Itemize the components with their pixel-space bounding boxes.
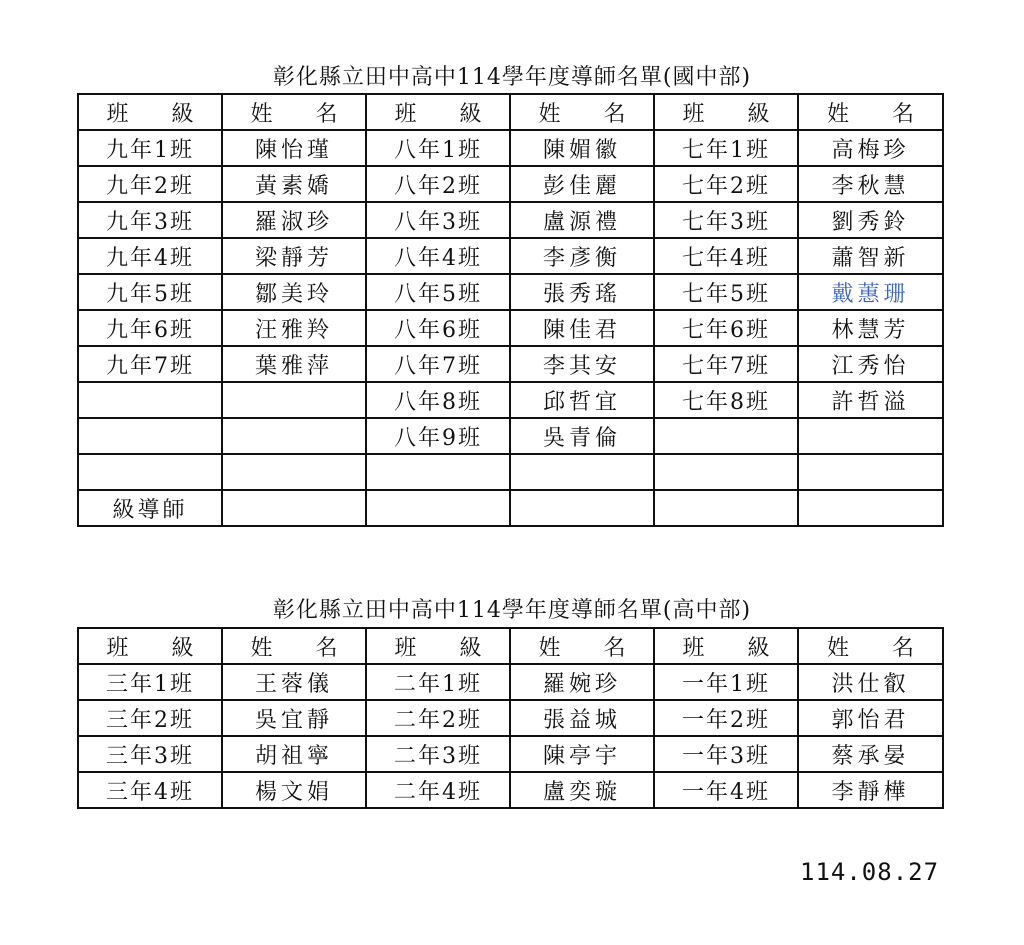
class-cell: 九年3班	[78, 202, 222, 238]
class-cell	[366, 454, 510, 490]
class-cell: 九年1班	[78, 130, 222, 166]
teacher-name-cell: 楊文娟	[222, 772, 366, 808]
class-cell: 九年5班	[78, 274, 222, 310]
class-cell: 七年7班	[654, 346, 798, 382]
class-cell: 一年3班	[654, 736, 798, 772]
table-row	[78, 700, 943, 736]
name-column-header: 姓 名	[222, 94, 366, 130]
table-row	[78, 310, 943, 346]
teacher-name-cell: 黃素嬌	[222, 166, 366, 202]
class-cell	[366, 490, 510, 526]
teacher-name-cell: 高梅珍	[798, 130, 943, 166]
teacher-name-cell	[222, 418, 366, 454]
teacher-name-cell: 葉雅萍	[222, 346, 366, 382]
teacher-name-cell	[510, 490, 654, 526]
teacher-name-cell: 汪雅羚	[222, 310, 366, 346]
teacher-name-cell: 蔡承晏	[798, 736, 943, 772]
teacher-name-cell: 江秀怡	[798, 346, 943, 382]
teacher-name-cell	[798, 418, 943, 454]
teacher-name-cell: 張益城	[510, 700, 654, 736]
class-cell: 級導師	[78, 490, 222, 526]
teacher-name-cell: 林慧芳	[798, 310, 943, 346]
table-row	[78, 166, 943, 202]
class-column-header: 班 級	[654, 94, 798, 130]
class-cell: 八年4班	[366, 238, 510, 274]
table-row	[78, 382, 943, 418]
class-cell: 九年6班	[78, 310, 222, 346]
teacher-name-cell	[510, 454, 654, 490]
class-cell: 八年6班	[366, 310, 510, 346]
teacher-name-cell: 李秋慧	[798, 166, 943, 202]
teacher-name-cell	[222, 454, 366, 490]
teacher-name-cell: 盧奕璇	[510, 772, 654, 808]
junior-teacher-table	[77, 93, 944, 527]
table-row	[78, 202, 943, 238]
name-column-header: 姓 名	[222, 628, 366, 664]
class-cell: 七年8班	[654, 382, 798, 418]
header-row	[78, 628, 943, 664]
teacher-name-cell: 郭怡君	[798, 700, 943, 736]
list-date: 114.08.27	[800, 858, 940, 886]
table-row	[78, 490, 943, 526]
class-cell: 三年4班	[78, 772, 222, 808]
class-cell: 八年3班	[366, 202, 510, 238]
class-cell: 八年8班	[366, 382, 510, 418]
teacher-name-cell	[798, 490, 943, 526]
class-cell: 一年2班	[654, 700, 798, 736]
class-cell: 八年9班	[366, 418, 510, 454]
teacher-name-cell: 邱哲宜	[510, 382, 654, 418]
class-cell: 三年2班	[78, 700, 222, 736]
class-cell	[654, 454, 798, 490]
teacher-name-cell: 羅淑珍	[222, 202, 366, 238]
teacher-name-cell: 李彥衡	[510, 238, 654, 274]
teacher-name-cell: 陳佳君	[510, 310, 654, 346]
class-column-header: 班 級	[366, 94, 510, 130]
class-cell	[78, 454, 222, 490]
class-cell: 八年7班	[366, 346, 510, 382]
class-cell: 三年1班	[78, 664, 222, 700]
teacher-name-cell: 李靜樺	[798, 772, 943, 808]
class-cell: 九年7班	[78, 346, 222, 382]
teacher-name-cell: 羅婉珍	[510, 664, 654, 700]
class-column-header: 班 級	[654, 628, 798, 664]
class-cell: 八年2班	[366, 166, 510, 202]
name-column-header: 姓 名	[510, 628, 654, 664]
class-cell	[654, 490, 798, 526]
teacher-name-cell	[222, 490, 366, 526]
table-row	[78, 346, 943, 382]
senior-teacher-table	[77, 627, 944, 809]
class-cell: 七年4班	[654, 238, 798, 274]
teacher-name-cell: 盧源禮	[510, 202, 654, 238]
teacher-name-cell: 蕭智新	[798, 238, 943, 274]
table-row	[78, 418, 943, 454]
teacher-name-cell: 劉秀鈴	[798, 202, 943, 238]
class-cell: 八年5班	[366, 274, 510, 310]
senior-title: 彰化縣立田中高中114學年度導師名單(高中部)	[272, 598, 752, 623]
table-row	[78, 130, 943, 166]
class-cell: 七年5班	[654, 274, 798, 310]
class-cell: 二年1班	[366, 664, 510, 700]
teacher-name-cell: 許哲溢	[798, 382, 943, 418]
class-cell: 二年2班	[366, 700, 510, 736]
class-cell: 七年3班	[654, 202, 798, 238]
class-cell	[78, 418, 222, 454]
teacher-name-cell: 梁靜芳	[222, 238, 366, 274]
class-cell: 一年1班	[654, 664, 798, 700]
name-column-header: 姓 名	[798, 628, 943, 664]
teacher-name-cell: 吳宜靜	[222, 700, 366, 736]
table-row	[78, 274, 943, 310]
teacher-name-cell: 彭佳麗	[510, 166, 654, 202]
name-column-header: 姓 名	[510, 94, 654, 130]
class-cell: 九年4班	[78, 238, 222, 274]
class-cell: 七年2班	[654, 166, 798, 202]
class-cell: 二年4班	[366, 772, 510, 808]
teacher-name-cell: 王蓉儀	[222, 664, 366, 700]
teacher-name-cell: 鄒美玲	[222, 274, 366, 310]
class-cell: 九年2班	[78, 166, 222, 202]
class-cell: 七年6班	[654, 310, 798, 346]
class-column-header: 班 級	[78, 628, 222, 664]
class-cell: 三年3班	[78, 736, 222, 772]
junior-title: 彰化縣立田中高中114學年度導師名單(國中部)	[272, 65, 752, 90]
table-row	[78, 664, 943, 700]
teacher-name-cell: 陳怡瑾	[222, 130, 366, 166]
teacher-name-cell: 洪仕叡	[798, 664, 943, 700]
teacher-name-cell: 戴蕙珊	[798, 274, 943, 310]
table-row	[78, 454, 943, 490]
class-column-header: 班 級	[366, 628, 510, 664]
header-row	[78, 94, 943, 130]
class-cell: 八年1班	[366, 130, 510, 166]
table-row	[78, 736, 943, 772]
teacher-name-cell: 張秀瑤	[510, 274, 654, 310]
teacher-name-cell: 陳亭宇	[510, 736, 654, 772]
class-cell	[78, 382, 222, 418]
class-cell: 二年3班	[366, 736, 510, 772]
teacher-name-cell: 李其安	[510, 346, 654, 382]
table-row	[78, 772, 943, 808]
class-cell: 七年1班	[654, 130, 798, 166]
table-row	[78, 238, 943, 274]
class-cell: 一年4班	[654, 772, 798, 808]
teacher-name-cell: 陳媚徽	[510, 130, 654, 166]
teacher-name-cell: 胡祖寧	[222, 736, 366, 772]
class-cell	[654, 418, 798, 454]
teacher-name-cell	[222, 382, 366, 418]
teacher-name-cell	[798, 454, 943, 490]
name-column-header: 姓 名	[798, 94, 943, 130]
class-column-header: 班 級	[78, 94, 222, 130]
teacher-name-cell: 吳青倫	[510, 418, 654, 454]
